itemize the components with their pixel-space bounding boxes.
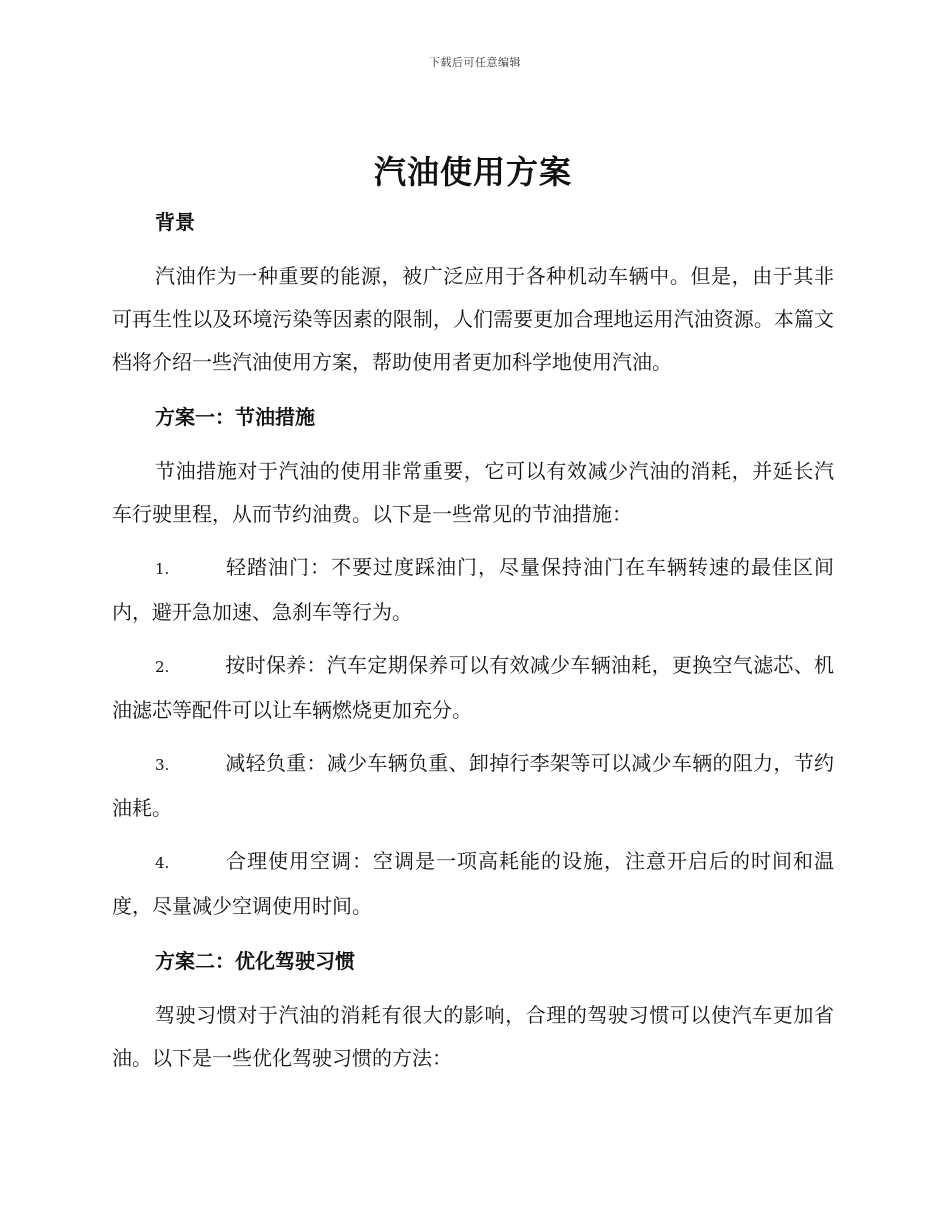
list-item-number: 4. bbox=[155, 854, 170, 872]
document-body bbox=[112, 150, 834, 1080]
list-item-number: 2. bbox=[155, 658, 170, 676]
section-heading-plan2: 方案二：优化驾驶习惯 bbox=[155, 949, 355, 973]
paragraph-background: 汽油作为一种重要的能源，被广泛应用于各种机动车辆中。但是，由于其非可再生性以及环境污染等因素的限制，人们需要更加合理地运用汽油资源。本篇文档将介绍一些汽油使用方案，帮助使用者更加科学地使用汽油。 bbox=[112, 264, 834, 374]
list-item bbox=[112, 840, 834, 928]
header-note: 下载后可任意编辑 bbox=[429, 56, 521, 69]
paragraph-plan1: 节油措施对于汽油的使用非常重要，它可以有效减少汽油的消耗，并延长汽车行驶里程，从而节约油费。以下是一些常见的节油措施： bbox=[112, 459, 834, 526]
section-heading-background: 背景 bbox=[155, 210, 195, 234]
list-item-text: 合理使用空调：空调是一项高耗能的设施，注意开启后的时间和温度，尽量减少空调使用时间。 bbox=[112, 849, 834, 918]
list-item bbox=[112, 742, 834, 830]
list-item-text: 轻踏油门：不要过度踩油门，尽量保持油门在车辆转速的最佳区间内，避开急加速、急刹车等行为。 bbox=[112, 555, 834, 624]
list-item-text: 按时保养：汽车定期保养可以有效减少车辆油耗，更换空气滤芯、机油滤芯等配件可以让车辆燃烧更加充分。 bbox=[112, 653, 834, 722]
list-item bbox=[112, 644, 834, 732]
document-title: 汽油使用方案 bbox=[373, 153, 572, 191]
list-item-number: 1. bbox=[155, 560, 170, 578]
list-item-text: 减轻负重：减少车辆负重、卸掉行李架等可以减少车辆的阻力，节约油耗。 bbox=[112, 751, 834, 820]
paragraph-plan2: 驾驶习惯对于汽油的消耗有很大的影响，合理的驾驶习惯可以使汽车更加省油。以下是一些优化驾驶习惯的方法： bbox=[112, 1003, 834, 1070]
list-item-number: 3. bbox=[155, 756, 170, 774]
list-item bbox=[112, 546, 834, 634]
section-heading-plan1: 方案一：节油措施 bbox=[155, 405, 315, 429]
